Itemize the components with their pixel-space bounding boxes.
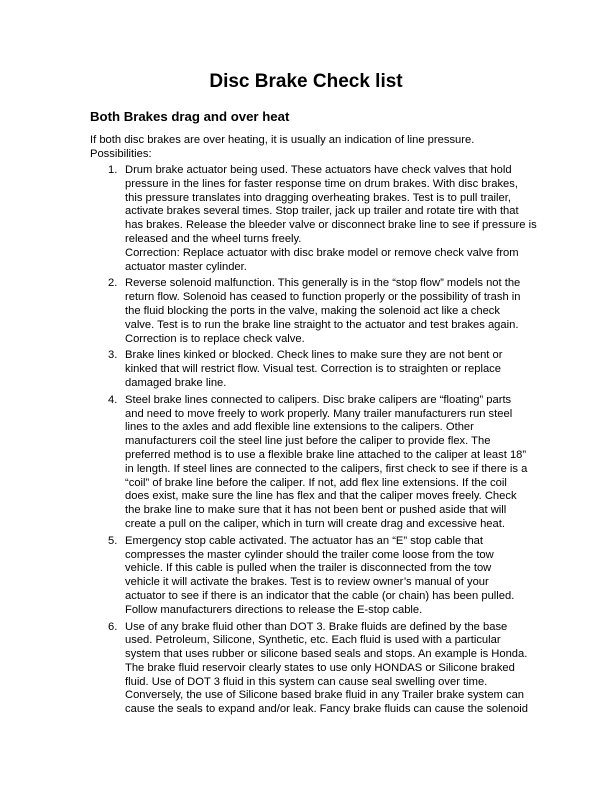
list-item-line: Reverse solenoid malfunction. This generally is in the “stop flow” models not the	[125, 277, 521, 290]
list-item-line: Correction: Replace actuator with disc brake model or remove check valve from	[125, 246, 519, 259]
list-item	[90, 349, 530, 390]
list-item	[90, 164, 537, 274]
list-item-line: does exist, make sure the line has flex and that the caliper moves freely. Check	[125, 490, 517, 503]
list-item-line: Drum brake actuator being used. These actuators have check valves that hold	[125, 164, 512, 176]
list-item-line: used. Petroleum, Silicone, Synthetic, etc. Each fluid is used with a particular	[125, 634, 501, 647]
list-item-line: Use of any brake fluid other than DOT 3. Brake fluids are defined by the base	[125, 620, 508, 633]
possibilities-list	[90, 164, 537, 720]
list-item-line: in length. If steel lines are connected to the calipers, first check to see if there is a	[125, 462, 528, 475]
list-item-line: system that uses rubber or silicone based seals and stops. An example is Honda.	[125, 648, 528, 661]
intro-line: If both disc brakes are over heating, it is usually an indication of line pressure.	[90, 134, 475, 146]
list-item-line: Conversely, the use of Silicone based brake fluid in any Trailer brake system can	[125, 689, 525, 702]
list-item-number: 6.	[108, 620, 118, 633]
list-item-line: “coil” of brake line before the caliper. If not, add flex line extensions. If the coil	[125, 476, 507, 489]
list-item-line: Correction is to replace check valve.	[125, 332, 305, 345]
list-item-line: compresses the master cylinder should the trailer come loose from the tow	[125, 548, 494, 561]
list-item-line: actuator to see if there is an indicator that the cable (or chain) has been pulled.	[125, 589, 515, 602]
list-item-line: the fluid blocking the ports in the valve, making the solenoid act like a check	[125, 304, 500, 317]
list-item-line: vehicle. If this cable is pulled when the trailer is disconnected from the tow	[125, 562, 492, 575]
list-item-line: damaged brake line.	[125, 376, 227, 389]
section-heading: Both Brakes drag and over heat	[90, 109, 290, 124]
list-item-line: Follow manufacturers directions to release the E-stop cable.	[125, 603, 423, 616]
list-item-line: Emergency stop cable activated. The actuator has an “E” stop cable that	[125, 534, 483, 547]
list-item-line: valve. Test is to run the brake line straight to the actuator and test brakes again.	[125, 318, 519, 331]
list-item-number: 1.	[108, 164, 118, 176]
list-item	[90, 621, 530, 718]
list-item-number: 4.	[108, 393, 118, 406]
list-item-line: pressure in the lines for faster response time on drum brakes. With disc brakes,	[125, 177, 518, 190]
list-item-line: kinked that will restrict flow. Visual test. Correction is to straighten or replace	[125, 363, 501, 376]
list-item-line: create a pull on the caliper, which in turn will create drag and excessive heat.	[125, 517, 505, 530]
list-item-number: 3.	[108, 349, 118, 362]
list-item	[90, 277, 530, 346]
list-item-line: The brake fluid reservoir clearly states to use only HONDAS or Silicone braked	[125, 661, 515, 674]
list-item-line: lines to the axles and add flexible line extensions to the calipers. Other	[125, 421, 474, 434]
list-item-line: activate brakes several times. Stop trailer, jack up trailer and rotate tire with that	[125, 205, 519, 218]
list-item-line: manufacturers coil the steel line just before the caliper to provide flex. The	[125, 435, 491, 448]
list-item-line: and need to move freely to work properly. Many trailer manufacturers run steel	[125, 407, 513, 420]
list-item-line: released and the wheel turns freely.	[125, 232, 302, 245]
list-item-line: fluid. Use of DOT 3 fluid in this system can cause seal swelling over time.	[125, 675, 488, 688]
list-item-line: cause the seals to expand and/or leak. Fancy brake fluids can cause the solenoid	[125, 703, 529, 716]
list-item	[90, 394, 530, 532]
list-item-line: the brake line to make sure that it has not been bent or pushed aside that will	[125, 504, 507, 517]
document-title: Disc Brake Check list	[209, 71, 403, 92]
list-item	[90, 535, 530, 618]
list-item-line: actuator master cylinder.	[125, 260, 247, 273]
list-item-line: has brakes. Release the bleeder valve or disconnect brake line to see if pressure is	[125, 219, 537, 232]
intro-paragraph	[90, 134, 530, 162]
intro-line: Possibilities:	[90, 147, 152, 160]
list-item-line: vehicle it will activate the brakes. Test is to review owner’s manual of your	[125, 576, 489, 589]
list-item-number: 5.	[108, 534, 118, 547]
list-item-line: this pressure translates into dragging overheating brakes. Test is to pull trailer,	[125, 191, 511, 204]
list-item-line: return flow. Solenoid has ceased to function properly or the possibility of trash in	[125, 291, 521, 304]
list-item-line: Steel brake lines connected to calipers. Disc brake calipers are “floating” parts	[125, 393, 512, 406]
list-item-line: Brake lines kinked or blocked. Check lines to make sure they are not bent or	[125, 349, 503, 362]
list-item-line: preferred method is to use a flexible brake line attached to the caliper at least 18”	[125, 448, 527, 461]
list-item-number: 2.	[108, 277, 118, 290]
